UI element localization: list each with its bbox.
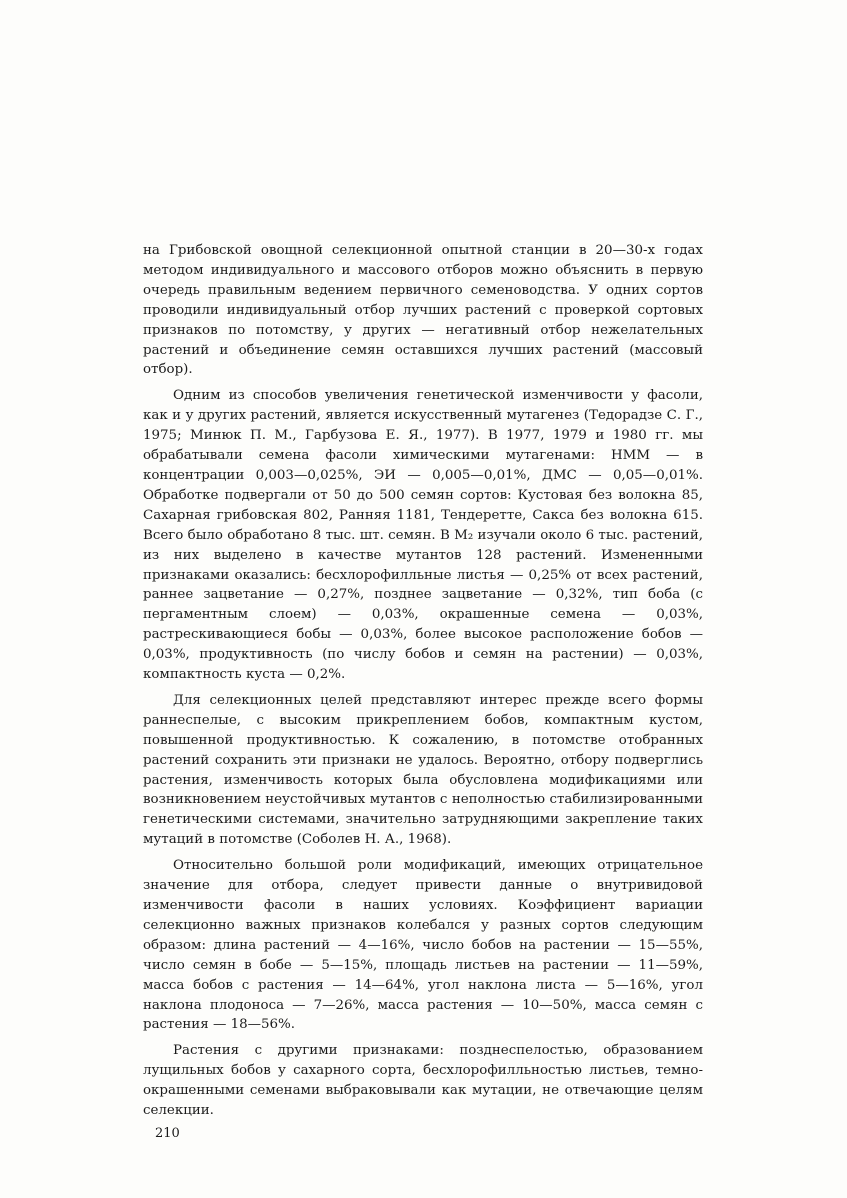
paragraph-modifications: Относительно большой роли модификаций, имеющих отрицательное значение для отбора, следует привести данные о внутривидовой изменчивости фасоли в наших условиях. Коэффициент вариации селекционно важных признаков колебался у разных сортов следующим образом: длина растений — 4—16%, число бобов на растении — 15—55%, число семян в бобе — 5—15%, площадь листьев на растении — 11—59%, масса бобов с растения — 14—64%, угол наклона листа — 5—16%, угол наклона плодоноса — 7—26%, масса растения — 10—50%, масса семян с растения — 18—56%.: [143, 858, 703, 1033]
paragraph-selection-goals: Для селекционных целей представляют интерес прежде всего формы раннеспелые, с высоким прикреплением бобов, компактным кустом, повышенной продуктивностью. К сожалению, в потомстве отобранных растений сохранить эти признаки не удалось. Вероятно, отбору подверглись растения, изменчивость которых была обусловлена модификациями или возникновением неустойчивых мутантов с неполностью стабилизированными генетическими системами, значительно затрудняющими закрепление таких мутаций в потомстве (Соболев Н. А., 1968).: [143, 692, 703, 848]
paragraph-culling: Растения с другими признаками: позднеспелостью, образованием лущильных бобов у сахарного сорта, бесхлорофилльностью листьев, темно-окрашенными семенами выбраковывали как мутации, не отвечающие целям селекции.: [143, 1043, 703, 1119]
body-text: [143, 241, 703, 1121]
paragraph-mutagenesis: Одним из способов увеличения генетической изменчивости у фасоли, как и у других растений, является искусственный мутагенез (Тедорадзе С. Г., 1975; Минюк П. М., Гарбузова Е. Я., 1977). В 1977, 1979 и 1980 гг. мы обрабатывали семена фасоли химическими мутагенами: НММ — в концентрации 0,003—0,025%, ЭИ — 0,005—0,01%, ДМС — 0,05—0,01%. Обработке подвергали от 50 до 500 семян сортов: Кустовая без волокна 85, Сахарная грибовская 802, Ранняя 1181, Тендеретте, Сакса без волокна 615. Всего было обработано 8 тыс. шт. семян. В M₂ изучали около 6 тыс. растений, из них выделено в качестве мутантов 128 растений. Измененными признаками оказались: бесхлорофилльные листья — 0,25% от всех растений, раннее зацветание — 0,27%, позднее зацветание — 0,32%, тип боба (с пергаментным слоем) — 0,03%, окрашенные семена — 0,03%, растрескивающиеся бобы — 0,03%, более высокое расположение бобов — 0,03%, продуктивность (по числу бобов и семян на растении) — 0,03%, компактность куста — 0,2%.: [143, 388, 703, 683]
paragraph-continuation: на Грибовской овощной селекционной опытной станции в 20—30-х годах методом индивидуального и массового отборов можно объяснить в первую очередь правильным ведением первичного семеноводства. У одних сортов проводили индивидуальный отбор лучших растений с проверкой сортовых признаков по потомству, у других — негативный отбор нежелательных растений и объединение семян оставшихся лучших растений (массовый отбор).: [143, 243, 703, 378]
page-number: 210: [155, 1126, 180, 1141]
